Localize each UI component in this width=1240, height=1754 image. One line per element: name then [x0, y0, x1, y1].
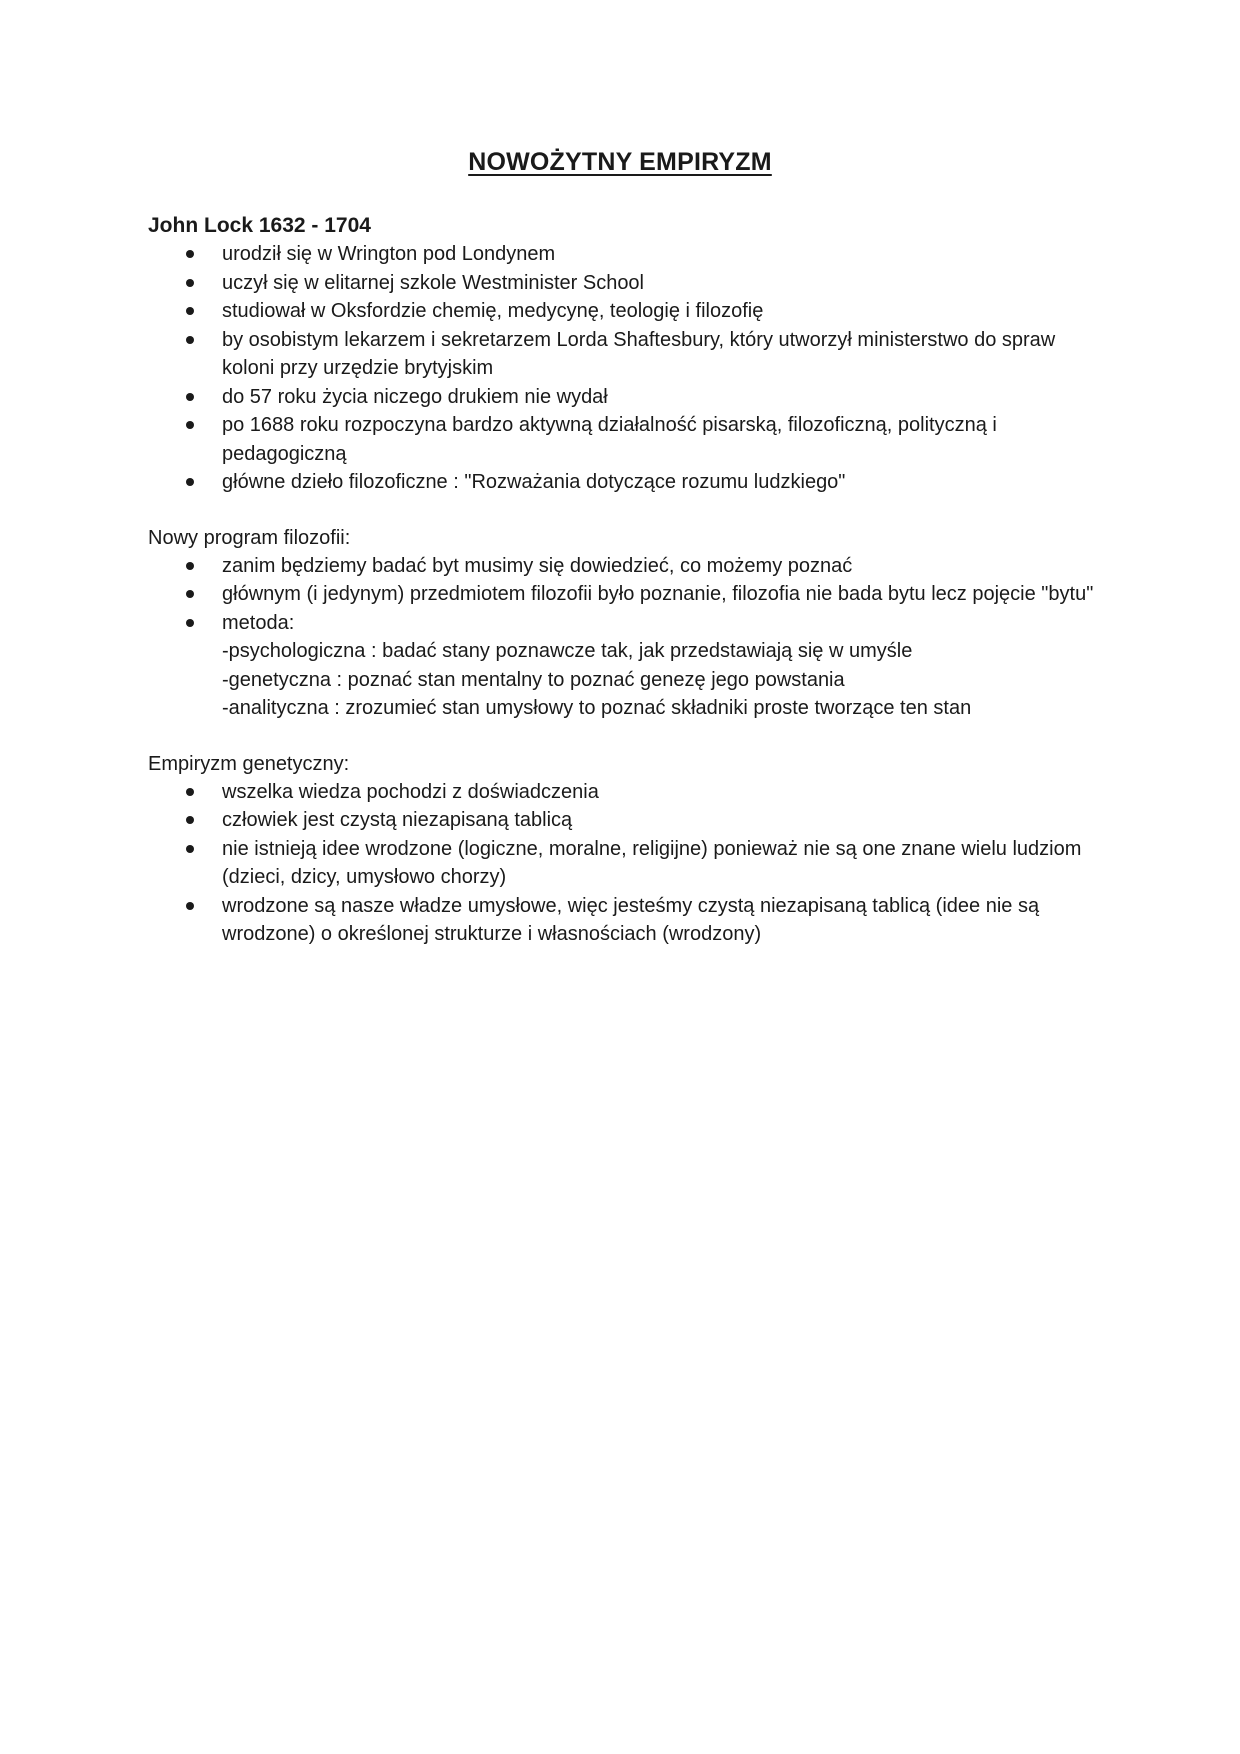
section-john-lock — [148, 212, 1098, 497]
bullet-icon — [186, 421, 194, 429]
list-item — [148, 892, 1098, 949]
list-item-text: główne dzieło filozoficzne : "Rozważania dotyczące rozumu ludzkiego" — [222, 471, 846, 493]
bullet-icon — [186, 902, 194, 910]
list-item — [148, 835, 1098, 892]
section-heading-new-program: Nowy program filozofii: — [148, 526, 351, 549]
list-item-text: po 1688 roku rozpoczyna bardzo aktywną działalność pisarską, filozoficzną, polityczną i pedagogiczną — [222, 414, 997, 465]
bullet-icon — [186, 816, 194, 824]
list-item — [148, 411, 1098, 468]
section-heading-john-lock: John Lock 1632 - 1704 — [148, 214, 371, 237]
john-lock-list — [148, 240, 1098, 497]
bullet-icon — [186, 619, 194, 627]
list-item — [148, 468, 1098, 497]
list-item-text: głównym (i jedynym) przedmiotem filozofii było poznanie, filozofia nie bada bytu lecz pojęcie "bytu" — [222, 583, 1094, 605]
bullet-icon — [186, 250, 194, 258]
bullet-icon — [186, 279, 194, 287]
list-item-text: zanim będziemy badać byt musimy się dowiedzieć, co możemy poznać — [222, 554, 853, 577]
genetic-empiricism-list — [148, 778, 1098, 949]
list-item-text: uczył się w elitarnej szkole Westminister School — [222, 271, 645, 294]
list-item — [148, 297, 1098, 326]
method-psychological: -psychologiczna : badać stany poznawcze tak, jak przedstawiają się w umyśle — [222, 640, 913, 662]
list-item — [148, 383, 1098, 412]
bullet-icon — [186, 336, 194, 344]
bullet-icon — [186, 478, 194, 486]
document-content — [148, 212, 1098, 976]
list-item-method — [148, 609, 1098, 723]
method-analytic: -analityczna : zrozumieć stan umysłowy to poznać składniki proste tworzące ten stan — [222, 697, 972, 719]
bullet-icon — [186, 393, 194, 401]
list-item-text: by osobistym lekarzem i sekretarzem Lorda Shaftesbury, który utworzył ministerstwo do spraw koloni przy urzędzie brytyjskim — [222, 328, 1056, 379]
list-item — [148, 552, 1098, 581]
list-item-text: studiował w Oksfordzie chemię, medycynę, teologię i filozofię — [222, 300, 764, 322]
list-item — [148, 778, 1098, 807]
section-genetic-empiricism — [148, 750, 1098, 949]
bullet-icon — [186, 788, 194, 796]
bullet-icon — [186, 562, 194, 570]
list-item-text: metoda: — [222, 611, 295, 634]
bullet-icon — [186, 307, 194, 315]
list-item — [148, 326, 1098, 383]
list-item-text: człowiek jest czystą niezapisaną tablicą — [222, 809, 573, 831]
list-item — [148, 806, 1098, 835]
new-program-list — [148, 552, 1098, 723]
section-new-program — [148, 524, 1098, 723]
bullet-icon — [186, 590, 194, 598]
list-item-text: urodził się w Wrington pod Londynem — [222, 243, 556, 265]
method-genetic: -genetyczna : poznać stan mentalny to poznać genezę jego powstania — [222, 668, 845, 691]
list-item — [148, 269, 1098, 298]
list-item — [148, 240, 1098, 269]
list-item-text: wszelka wiedza pochodzi z doświadczenia — [222, 780, 599, 803]
list-item-text: nie istnieją idee wrodzone (logiczne, moralne, religijne) ponieważ nie są one znane wielu ludziom (dzieci, dzicy, umysłowo chorzy) — [222, 837, 1082, 888]
list-item-text: do 57 roku życia niczego drukiem nie wydał — [222, 385, 608, 408]
section-heading-genetic-empiricism: Empiryzm genetyczny: — [148, 752, 350, 775]
bullet-icon — [186, 845, 194, 853]
list-item-text: wrodzone są nasze władze umysłowe, więc jesteśmy czystą niezapisaną tablicą (idee nie są wrodzone) o określonej strukturze i własnościach (wrodzony) — [222, 894, 1040, 945]
list-item — [148, 580, 1098, 609]
document-title: NOWOŻYTNY EMPIRYZM — [468, 148, 772, 176]
